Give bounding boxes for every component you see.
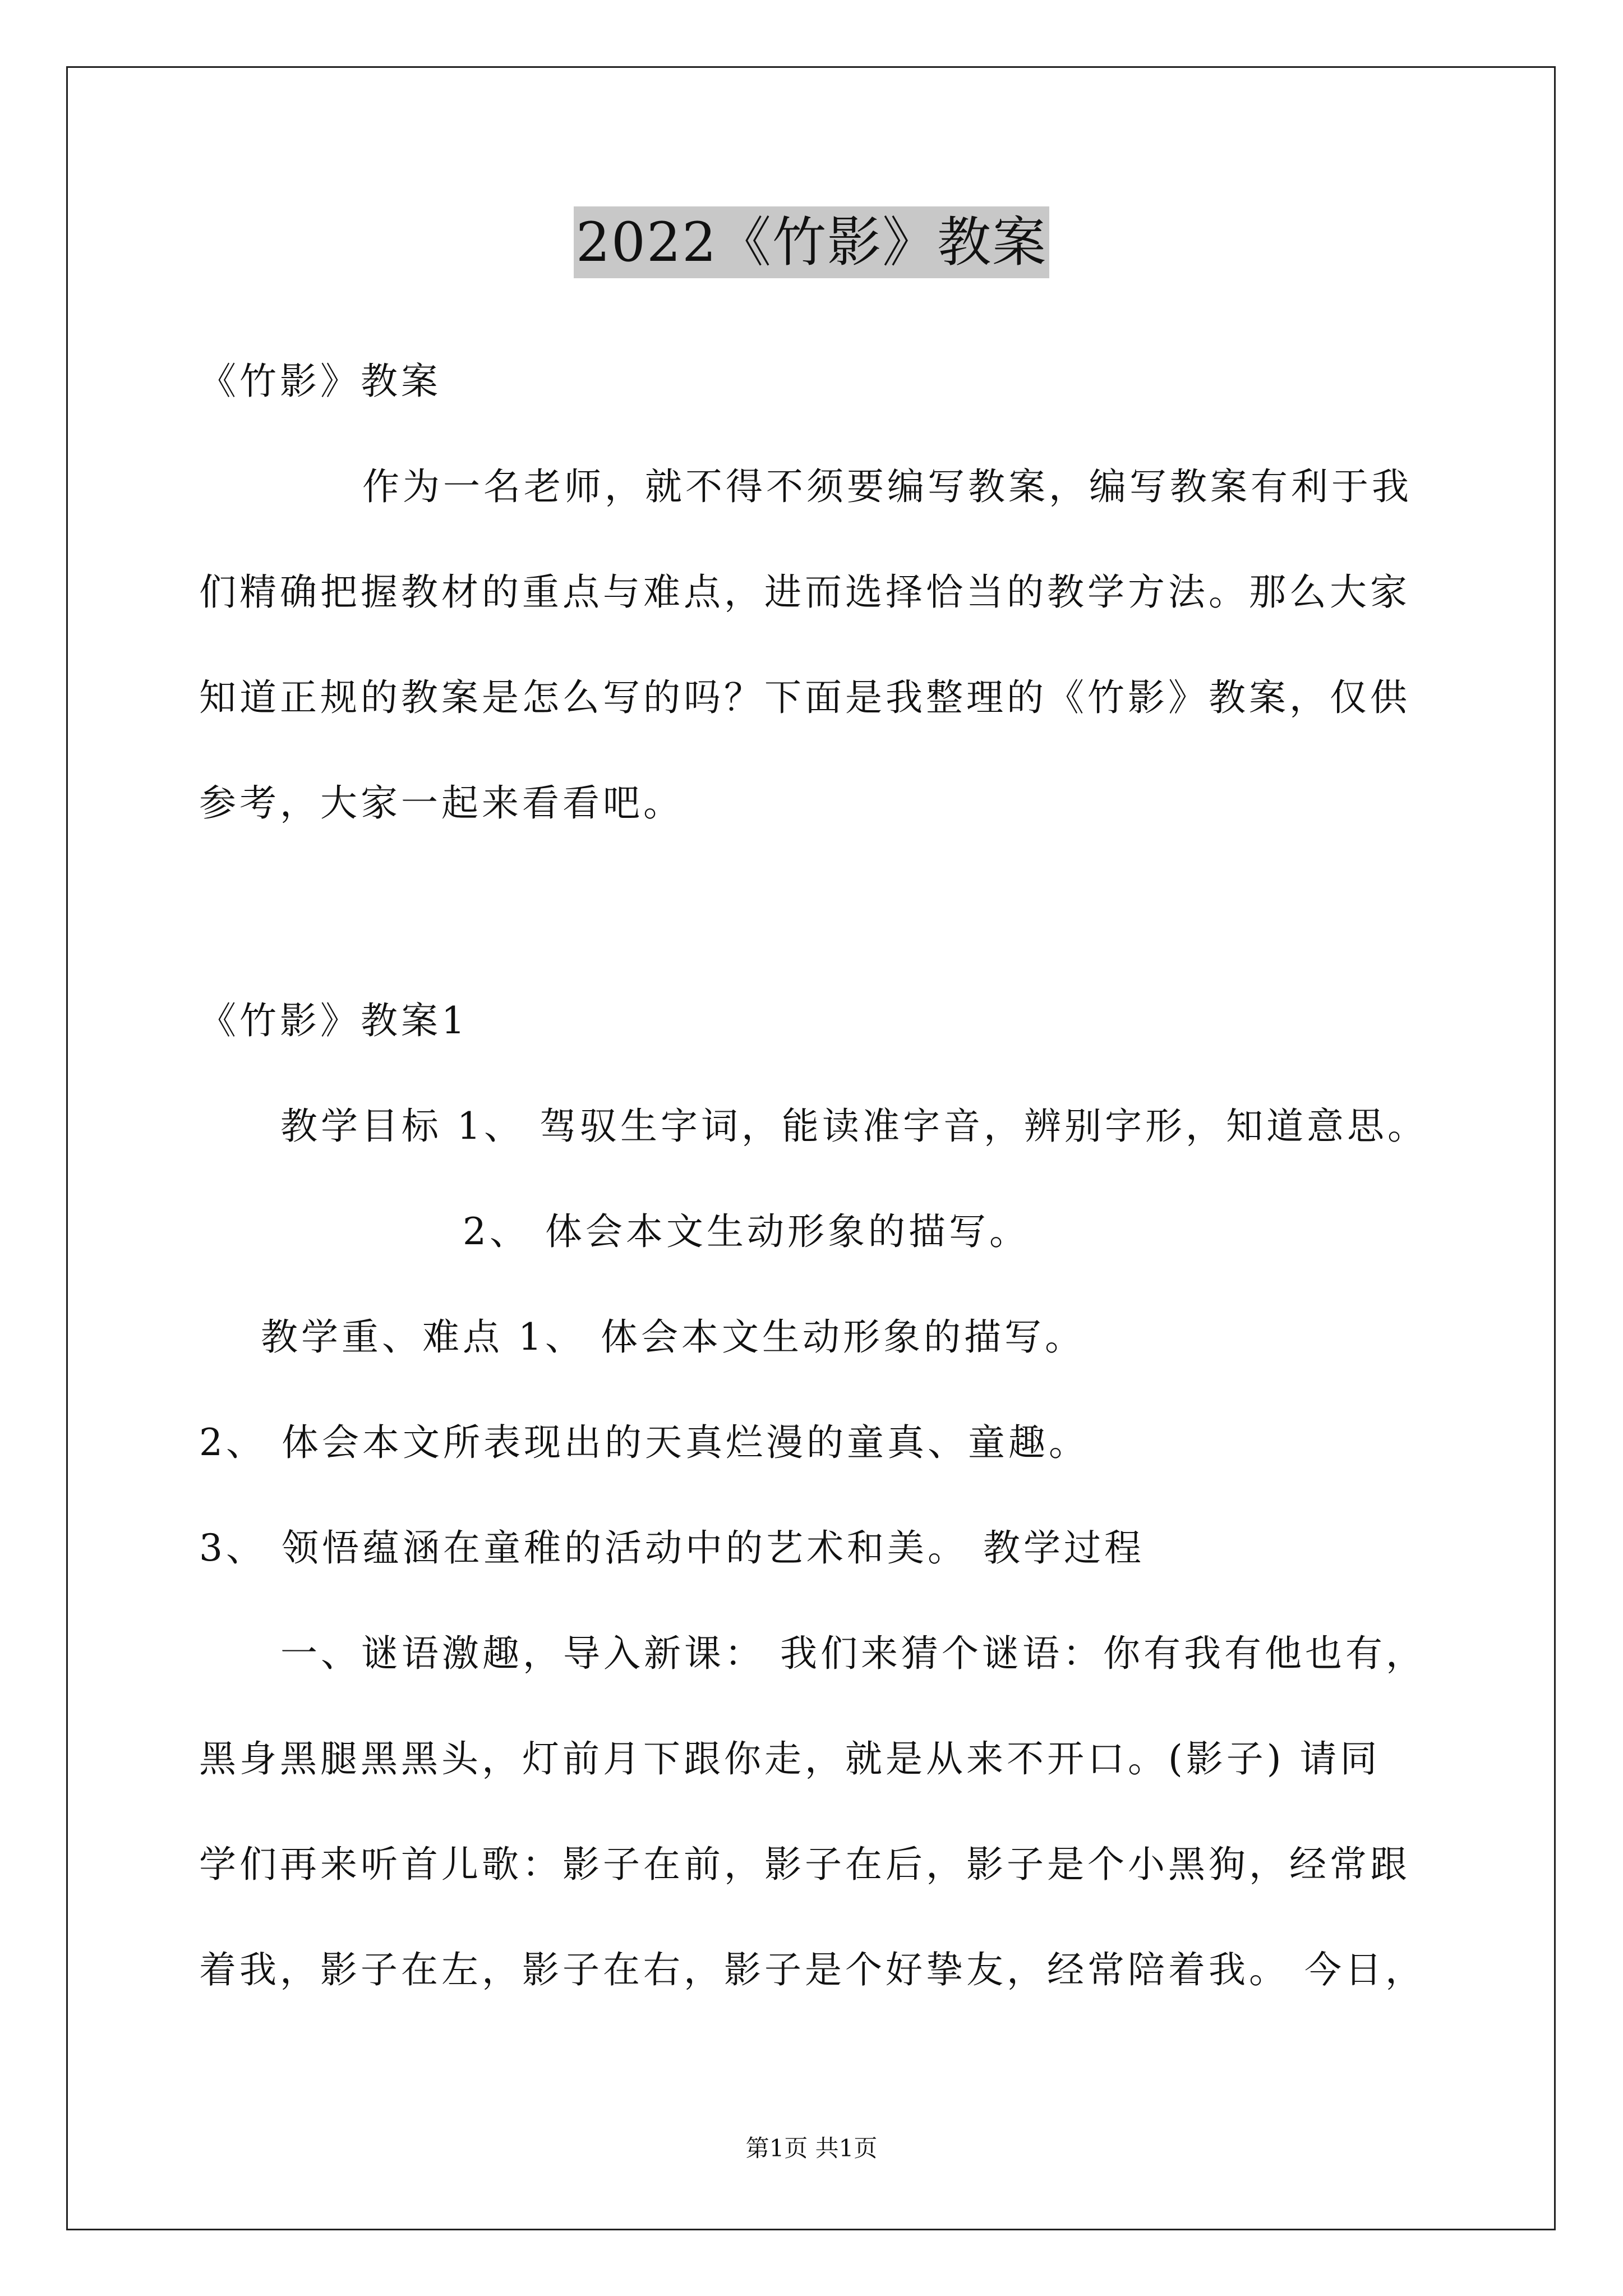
body-line-6: 一、谜语激趣，导入新课： 我们来猜个谜语：你有我有他也有， [280, 1632, 1426, 1675]
body-line-1: 教学目标 1、 驾驭生字词，能读准字音，辨别字形，知道意思。 [280, 1105, 1428, 1148]
intro-line-2: 们精确把握教材的重点与难点，进而选择恰当的教学方法。那么大家 [199, 570, 1410, 614]
intro-line-4: 参考，大家一起来看看吧。 [199, 781, 684, 825]
intro-line-3: 知道正规的教案是怎么写的吗？下面是我整理的《竹影》教案，仅供 [199, 676, 1410, 719]
body-line-2: 2、 体会本文生动形象的描写。 [463, 1210, 1030, 1253]
document-subtitle: 《竹影》教案 [199, 360, 441, 403]
body-line-3: 教学重、难点 1、 体会本文生动形象的描写。 [261, 1315, 1085, 1359]
body-line-8: 学们再来听首儿歌：影子在前，影子在后，影子是个小黑狗，经常跟 [199, 1843, 1410, 1886]
body-line-4: 2、 体会本文所表现出的天真烂漫的童真、童趣。 [199, 1421, 1089, 1464]
body-line-9: 着我，影子在左，影子在右，影子是个好挚友，经常陪着我。 今日， [199, 1948, 1426, 1991]
title-container [0, 206, 1623, 278]
body-line-7: 黑身黑腿黑黑头，灯前月下跟你走，就是从来不开口。(影子) 请同 [199, 1737, 1381, 1780]
page-footer: 第1页 共1页 [745, 2134, 878, 2162]
body-line-5: 3、 领悟蕴涵在童稚的活动中的艺术和美。 教学过程 [199, 1526, 1145, 1570]
document-title: 2022《竹影》教案 [574, 206, 1049, 278]
section-heading: 《竹影》教案1 [199, 999, 468, 1042]
intro-line-1: 作为一名老师，就不得不须要编写教案，编写教案有利于我 [362, 465, 1412, 508]
